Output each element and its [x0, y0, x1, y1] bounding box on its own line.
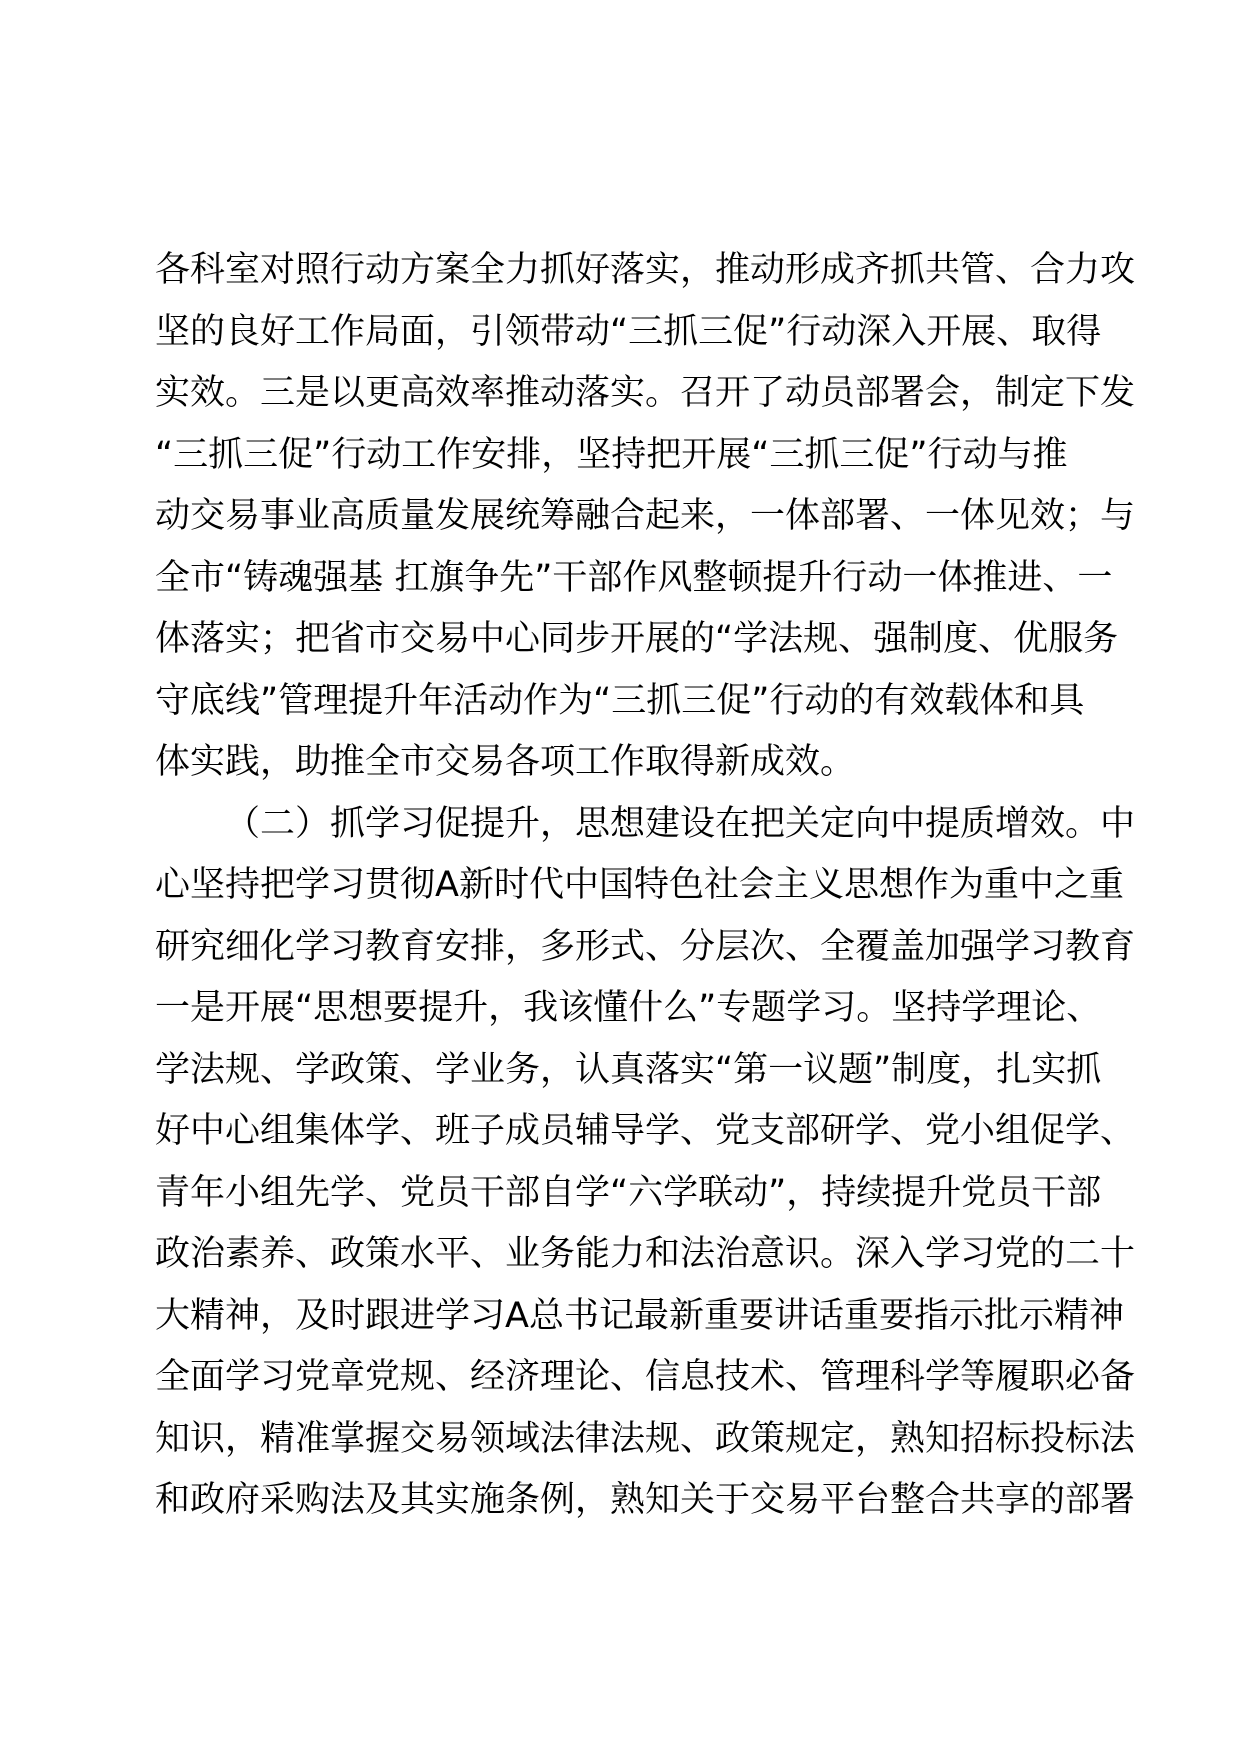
- text-line-20: 知识，精准掌握交易领域法律法规、政策规定，熟知招标投标法: [155, 1418, 1136, 1459]
- body-text: [155, 240, 1136, 1532]
- text-line-12: 研究细化学习教育安排，多形式、分层次、全覆盖加强学习教育: [155, 926, 1136, 967]
- text-line-16: 青年小组先学、党员干部自学“六学联动”，持续提升党员干部: [155, 1172, 1102, 1213]
- text-line-4: “三抓三促”行动工作安排，坚持把开展“三抓三促”行动与推: [155, 434, 1068, 475]
- text-line-3: 实效。三是以更高效率推动落实。召开了动员部署会，制定下发: [155, 373, 1136, 413]
- text-line-13: 一是开展“思想要提升，我该懂什么”专题学习。坚持学理论、: [155, 988, 1102, 1028]
- text-line-17: 政治素养、政策水平、业务能力和法治意识。深入学习党的二十: [155, 1234, 1136, 1274]
- text-line-19: 全面学习党章党规、经济理论、信息技术、管理科学等履职必备: [155, 1357, 1136, 1397]
- section-heading-line: （二）抓学习促提升，思想建设在把关定向中提质增效。中: [225, 803, 1136, 844]
- text-line-7: 体落实；把省市交易中心同步开展的“学法规、强制度、优服务: [155, 619, 1119, 659]
- text-line-18: 大精神，及时跟进学习A总书记最新重要讲话重要指示批示精神: [155, 1295, 1124, 1336]
- text-line-21: 和政府采购法及其实施条例，熟知关于交易平台整合共享的部署: [155, 1480, 1136, 1520]
- text-line-8: 守底线”管理提升年活动作为“三抓三促”行动的有效载体和具: [155, 680, 1085, 721]
- text-line-14: 学法规、学政策、学业务，认真落实“第一议题”制度，扎实抓: [155, 1049, 1102, 1090]
- text-line-15: 好中心组集体学、班子成员辅导学、党支部研学、党小组促学、: [155, 1111, 1136, 1151]
- text-line-9: 体实践，助推全市交易各项工作取得新成效。: [155, 742, 856, 782]
- text-line-6: 全市“铸魂强基 扛旗争先”干部作风整顿提升行动一体推进、一: [155, 557, 1113, 598]
- text-line-2: 坚的良好工作局面，引领带动“三抓三促”行动深入开展、取得: [155, 311, 1102, 352]
- text-line-5: 动交易事业高质量发展统筹融合起来，一体部署、一体见效；与: [155, 496, 1136, 536]
- text-line-11: 心坚持把学习贯彻A新时代中国特色社会主义思想作为重中之重: [155, 865, 1124, 905]
- text-line-1: 各科室对照行动方案全力抓好落实，推动形成齐抓共管、合力攻: [155, 250, 1136, 290]
